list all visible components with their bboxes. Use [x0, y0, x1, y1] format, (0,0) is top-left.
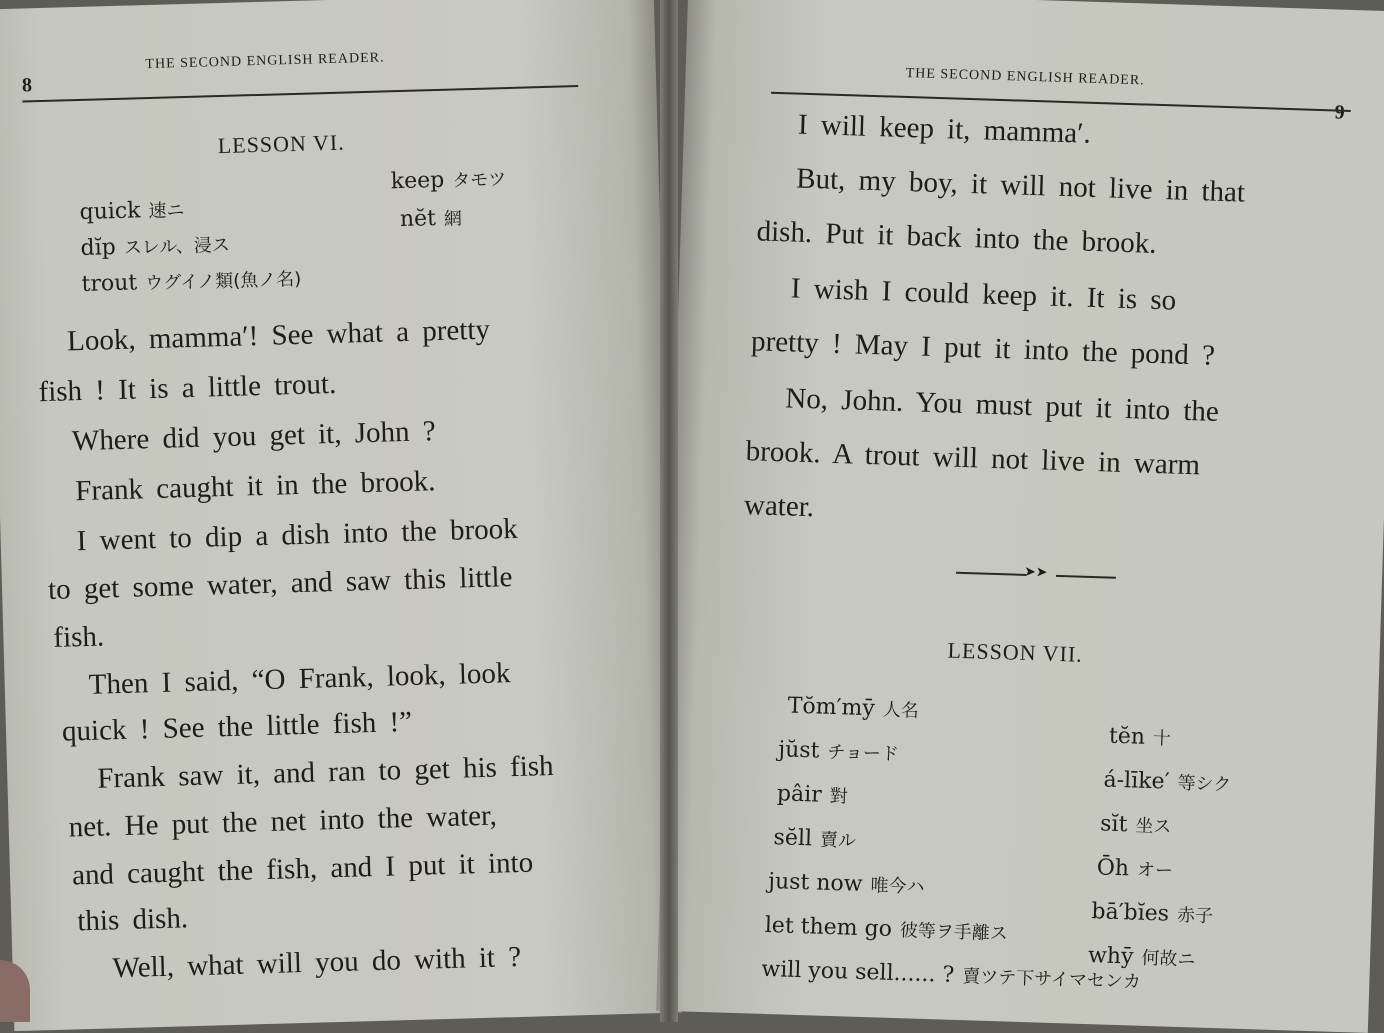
vocab-gloss: 速ニ: [148, 200, 185, 223]
text-line: Look, mamma′! See what a pretty: [66, 313, 491, 358]
vocab-word: whȳ: [1087, 943, 1134, 970]
vocab-word: pâir: [776, 781, 823, 808]
book-gutter: [660, 0, 678, 1022]
vocab-word: Tŏm′mȳ: [787, 693, 876, 722]
header-rule: [771, 92, 1351, 112]
text-line: I went to dip a dish into the brook: [76, 512, 519, 558]
vocab-gloss: オー: [1136, 859, 1174, 882]
vocab-item: [80, 231, 230, 261]
vocab-word: quick: [79, 198, 141, 225]
vocab-gloss: タモツ: [451, 169, 507, 192]
text-line: quick ! See the little fish !”: [61, 705, 413, 748]
vocab-gloss: 十: [1152, 728, 1172, 750]
vocab-word: bā′bĭes: [1091, 899, 1170, 927]
text-line: this dish.: [76, 902, 189, 938]
vocab-gloss: 何故ニ: [1141, 947, 1196, 971]
vocab-word: keep: [390, 167, 445, 195]
vocab-gloss: 坐ス: [1134, 815, 1172, 838]
text-line: dish. Put it back into the brook.: [756, 215, 1158, 260]
vocab-gloss: ウグイノ類(魚ノ名): [144, 268, 302, 295]
page-number: 9: [1334, 101, 1346, 124]
lesson-title: LESSON VII.: [947, 637, 1084, 667]
text-line: But, my boy, it will not live in that: [795, 162, 1246, 209]
vocab-item: [81, 265, 301, 297]
vocab-gloss: 對: [829, 785, 849, 808]
vocab-word: trout: [81, 270, 138, 297]
vocab-gloss: 等シク: [1177, 772, 1232, 796]
vocab-item: [390, 165, 506, 194]
vocab-item: [787, 693, 919, 723]
vocab-item: [778, 736, 899, 766]
right-page: [656, 0, 1384, 1033]
vocab-word: á-līke′: [1103, 767, 1170, 795]
text-line: I will keep it, mamma′.: [797, 108, 1092, 150]
vocab-word: just now: [767, 869, 863, 897]
text-line: pretty ! May I put it into the pond ?: [750, 325, 1216, 372]
vocab-word: let them go: [764, 912, 893, 942]
vocab-word: tĕn: [1108, 723, 1146, 750]
left-page: [0, 0, 682, 1031]
text-line: brook. A trout will not live in warm: [745, 435, 1201, 482]
vocab-item: [1103, 767, 1231, 797]
vocab-item: [1100, 810, 1172, 838]
vocab-gloss: 賣ツテ下サイマセンカ: [961, 966, 1142, 993]
vocab-item: [777, 780, 849, 808]
header-rule: [22, 85, 578, 103]
text-line: Where did you get it, John ?: [71, 415, 437, 458]
text-line: to get some water, and saw this little: [47, 561, 513, 607]
vocab-word: nĕt: [399, 206, 437, 233]
vocab-item: [1096, 854, 1173, 882]
vocab-item: [764, 912, 1008, 946]
vocab-word: Ōh: [1096, 855, 1130, 882]
running-head: THE SECOND ENGLISH READER.: [145, 50, 385, 73]
vocab-gloss: 赤子: [1176, 904, 1214, 928]
vocab-item: [761, 956, 1141, 994]
vocab-word: sĭt: [1099, 811, 1128, 838]
text-line: Frank caught it in the brook.: [74, 465, 436, 508]
vocab-word: sĕll: [773, 825, 813, 852]
text-line: fish.: [52, 620, 105, 654]
text-line: water.: [743, 489, 815, 524]
text-line: fish ! It is a little trout.: [38, 367, 337, 409]
vocab-gloss: 賣ル: [819, 829, 857, 852]
page-number: 8: [21, 74, 33, 97]
text-line: Then I said, “O Frank, look, look: [88, 657, 511, 701]
vocab-item: [768, 868, 925, 899]
running-head: THE SECOND ENGLISH READER.: [905, 65, 1145, 89]
vocab-gloss: 唯今ハ: [870, 875, 925, 898]
vocab-item: [400, 204, 463, 232]
vocab-word: jŭst: [777, 737, 820, 764]
vocab-gloss: 網: [443, 208, 463, 230]
vocab-gloss: スレル、浸ス: [123, 234, 231, 259]
vocab-gloss: 彼等ヲ手離ス: [899, 920, 1009, 945]
text-line: No, John. You must put it into the: [784, 382, 1220, 428]
vocab-word: will you sell...... ?: [761, 956, 955, 988]
vocab-item: [1109, 723, 1172, 751]
text-line: Well, what will you do with it ?: [112, 940, 522, 985]
text-line: and caught the fish, and I put it into: [71, 846, 534, 892]
text-line: net. He put the net into the water,: [68, 799, 498, 844]
text-line: Frank saw it, and ran to get his fish: [96, 749, 555, 795]
vocab-item: [1088, 942, 1196, 971]
lesson-title: LESSON VI.: [217, 129, 346, 159]
vocab-item: [1091, 898, 1213, 928]
vocab-word: dĭp: [80, 234, 117, 261]
vocab-gloss: 人名: [882, 699, 920, 722]
vocab-gloss: チョード: [827, 741, 900, 766]
vocab-item: [773, 824, 856, 853]
text-line: I wish I could keep it. It is so: [790, 272, 1177, 317]
vocab-item: [79, 196, 185, 225]
section-ornament: ➤➤: [956, 568, 1116, 583]
